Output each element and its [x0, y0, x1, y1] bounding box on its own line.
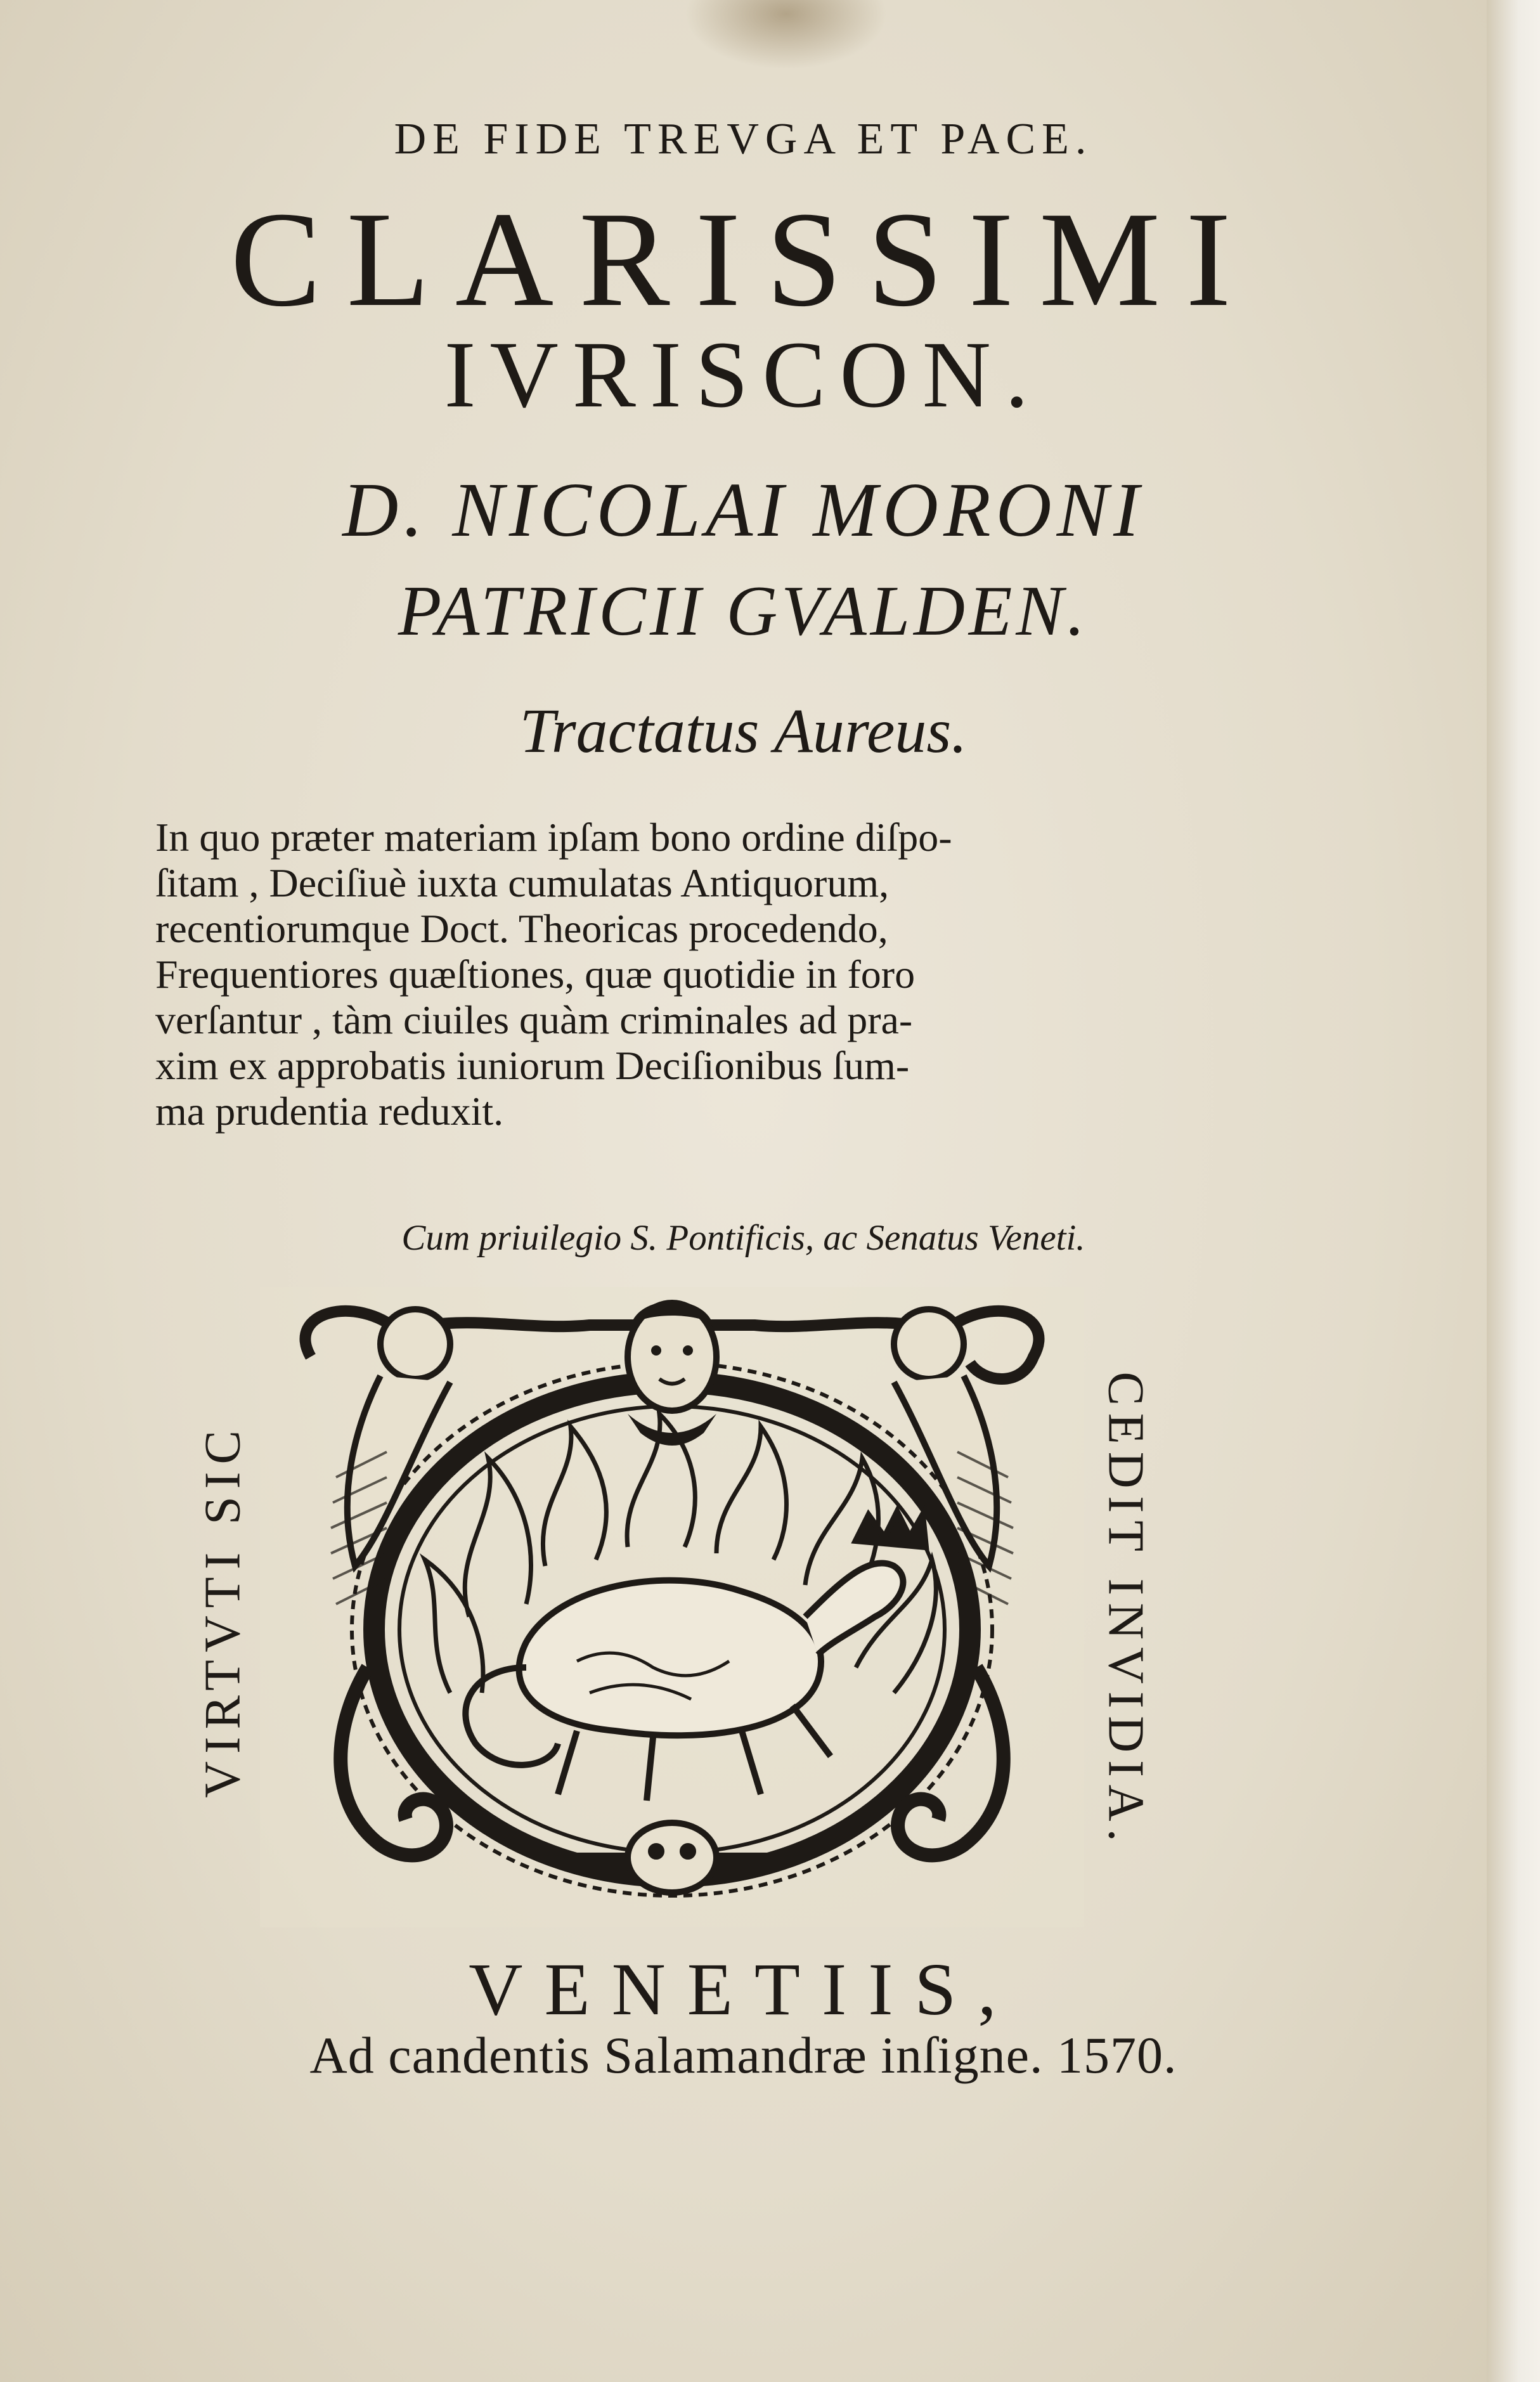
subtitle: Tractatus Aureus.: [519, 696, 967, 766]
header-line: DE FIDE TREVGA ET PACE.: [394, 115, 1093, 164]
imprint-line: Ad candentis Salamandræ inſigne. 1570.: [309, 2026, 1177, 2084]
description-block: [155, 815, 1163, 1134]
paper-stain: [685, 0, 888, 70]
description-line: recentiorumque Doct. Theoricas procedendo,: [155, 906, 888, 951]
printers-device-salamander-woodcut: [260, 1287, 1084, 1927]
privilege-line: Cum priuilegio S. Pontificis, ac Senatus Veneti.: [401, 1218, 1085, 1258]
title-line-2: IVRISCON.: [444, 322, 1043, 427]
title-line-1: CLARISSIMI: [230, 183, 1257, 335]
place-of-printing: VENETIIS,: [469, 1948, 1018, 2031]
motto-right: CEDIT INVIDIA.: [1097, 1371, 1154, 1849]
description-line: ſitam , Deciſiuè iuxta cumulatas Antiquorum,: [155, 860, 890, 905]
page-edge: [1487, 0, 1540, 2382]
author-line-2: PATRICII GVALDEN.: [398, 572, 1089, 651]
description-line: xim ex approbatis iuniorum Deciſionibus ſum-: [155, 1043, 910, 1088]
description-line: verſantur , tàm ciuiles quàm criminales ad pra-: [155, 997, 913, 1042]
description-line: Frequentiores quæſtiones, quæ quotidie in foro: [155, 952, 916, 997]
description-line: ma prudentia reduxit.: [155, 1089, 504, 1134]
description-line: In quo præter materiam ipſam bono ordine diſpo-: [155, 815, 952, 860]
motto-left: VIRTVTI SIC: [195, 1423, 251, 1798]
author-line-1: D. NICOLAI MORONI: [342, 467, 1144, 553]
